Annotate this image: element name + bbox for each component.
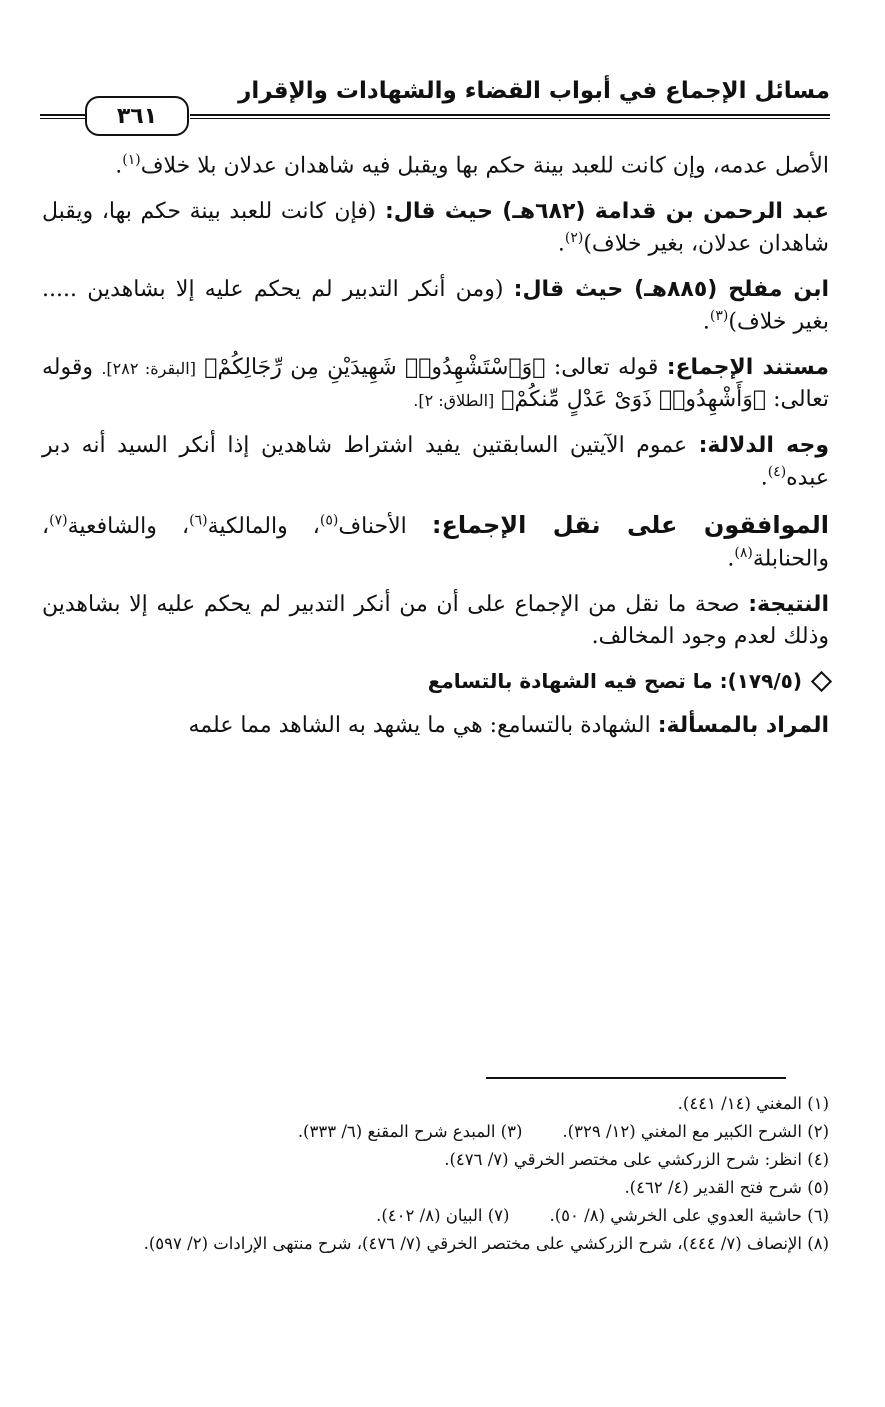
footnote-4: (٤) انظر: شرح الزركشي على مختصر الخرقي (٧/ ٤٧٦). xyxy=(444,1150,829,1170)
footnotes xyxy=(42,1090,829,1258)
page-number: ٣٦١ xyxy=(85,96,189,136)
quran-verse-1: ﴿وَٱسْتَشْهِدُوا۟ شَهِيدَيْنِ مِن رِّجَالِكُمْ﴾ xyxy=(204,355,546,381)
footnote-8: (٨) الإنصاف (٧/ ٤٤٤)، شرح الزركشي على مختصر الخرقي (٧/ ٤٧٦)، شرح منتهى الإرادات (٢/ ٥٩٧). xyxy=(143,1234,829,1254)
paragraph-indication: وجه الدلالة: عموم الآيتين السابقتين يفيد اشتراط شاهدين إذا أنكر السيد أنه دبر عبده$^{(٤)}$. xyxy=(42,433,829,491)
footnote-ref: (١) xyxy=(122,152,141,168)
paragraph-ibn-qudama: عبد الرحمن بن قدامة (٦٨٢هـ) حيث قال: (فإن كانت للعبد بينة حكم بها، ويقبل شاهدان عدلان، بغير خلاف)$^{(٢)}$. xyxy=(42,199,829,257)
header-rule xyxy=(190,114,830,116)
footnote-divider xyxy=(486,1077,786,1079)
footnote-5: (٥) شرح فتح القدير (٤/ ٤٦٢). xyxy=(624,1178,829,1198)
running-title: مسائل الإجماع في أبواب القضاء والشهادات والإقرار xyxy=(238,78,830,104)
verse-reference-2: [الطلاق: ٢]. xyxy=(413,391,495,411)
paragraph-meaning: المراد بالمسألة: الشهادة بالتسامع: هي ما يشهد به الشاهد مما علمه xyxy=(188,713,829,739)
footnote-7: (٧) البيان (٨/ ٤٠٢). xyxy=(376,1206,510,1226)
paragraph-agreeing: الموافقون على نقل الإجماع: الأحناف$^{(٥)}$، والمالكية$^{(٦)}$، والشافعية$^{(٧)}$، والحنابلة$^{(٨)}$. xyxy=(42,511,829,572)
paragraph-evidence: مستند الإجماع: قوله تعالى: ﴿وَٱسْتَشْهِدُوا۟ شَهِيدَيْنِ مِن رِّجَالِكُمْ﴾ [البقرة: ٢٨٢]. وقوله تعالى: ﴿وَأَشْهِدُوا۟ ذَوَىْ عَدْلٍ مِّنكُمْ﴾ [الطلاق: ٢]. xyxy=(42,355,830,413)
section-heading: (١٧٩/٥): ما تصح فيه الشهادة بالتسامع xyxy=(42,667,829,696)
footnote-1: (١) المغني (١٤/ ٤٤١). xyxy=(677,1094,829,1113)
number-rule xyxy=(40,114,85,116)
main-text xyxy=(42,150,829,756)
footnote-row-2-3 xyxy=(42,1118,829,1146)
verse-reference-1: [البقرة: ٢٨٢]. xyxy=(101,359,196,379)
number-rule-thin xyxy=(40,118,85,119)
page-header xyxy=(40,72,830,130)
footnote-row-6-7 xyxy=(42,1202,829,1230)
footnote-2: (٢) الشرح الكبير مع المغني (١٢/ ٣٢٩). xyxy=(562,1122,829,1142)
footnote-6: (٦) حاشية العدوي على الخرشي (٨/ ٥٠). xyxy=(549,1206,829,1226)
paragraph-result: النتيجة: صحة ما نقل من الإجماع على أن من أنكر التدبير لم يحكم عليه إلا بشاهدين وذلك لعدم وجود المخالف. xyxy=(42,592,829,650)
diamond-icon xyxy=(811,671,832,692)
paragraph-1: الأصل عدمه، وإن كانت للعبد بينة حكم بها ويقبل فيه شاهدان عدلان بلا خلاف$^{(١)}$. xyxy=(115,152,829,179)
footnote-ref: (٤) xyxy=(767,464,787,481)
footnote-ref: (٣) xyxy=(709,308,729,325)
footnote-ref: (٢) xyxy=(564,230,584,247)
quran-verse-2: ﴿وَأَشْهِدُوا۟ ذَوَىْ عَدْلٍ مِّنكُمْ﴾ xyxy=(501,387,767,413)
paragraph-ibn-muflih: ابن مفلح (٨٨٥هـ) حيث قال: (ومن أنكر التدبير لم يحكم عليه إلا بشاهدين ..... بغير خلاف)$^{(٣)}$. xyxy=(42,277,830,335)
footnote-3: (٣) المبدع شرح المقنع (٦/ ٣٣٣). xyxy=(297,1122,523,1142)
header-rule-thin xyxy=(190,118,830,119)
